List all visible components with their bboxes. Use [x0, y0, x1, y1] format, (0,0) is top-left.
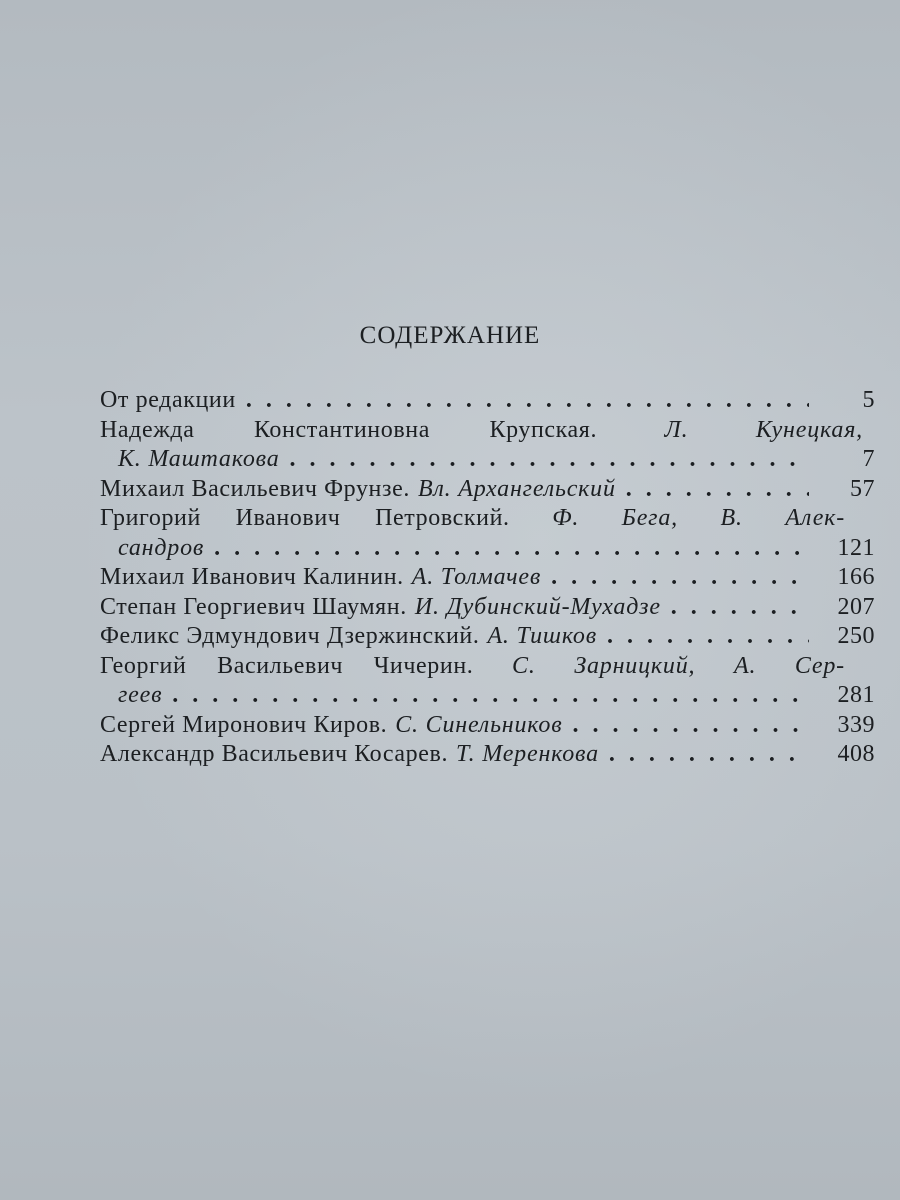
entry-title-word: Крупская. — [489, 416, 598, 443]
entry-author-word: С. — [512, 652, 536, 679]
toc-entry — [100, 475, 875, 505]
entry-title-word: Чичерин. — [373, 652, 474, 679]
entry-title: Феликс Эдмундович Дзержинский. — [100, 623, 480, 649]
toc-entry — [100, 593, 875, 623]
entry-author: сандров — [118, 534, 205, 561]
entry-author-word: Бега, — [621, 505, 678, 531]
entry-title: Сергей Миронович Киров. — [100, 711, 388, 738]
entry-author-word: А. — [733, 652, 757, 679]
entry-author: Т. Меренкова — [456, 741, 599, 767]
entry-author: А. Толмачев — [411, 564, 542, 590]
entry-author-word: Алек- — [785, 505, 845, 531]
page-number: 281 — [837, 682, 875, 708]
dot-leader — [626, 475, 809, 505]
entry-title-word: Иванович — [235, 505, 341, 531]
entry-title-word: Васильевич — [217, 652, 344, 679]
entry-author: геев — [118, 682, 163, 708]
dot-leader — [609, 740, 809, 770]
entry-title-word: Петровский. — [375, 505, 510, 531]
table-of-contents — [100, 386, 875, 770]
page-number: 207 — [837, 593, 875, 620]
page-number: 121 — [837, 534, 875, 561]
dot-leader — [551, 563, 809, 593]
page-number: 166 — [837, 564, 875, 590]
entry-title-word: Константиновна — [253, 416, 430, 443]
dot-leader — [607, 622, 809, 652]
toc-entry — [100, 740, 875, 770]
entry-title: Александр Васильевич Косарев. — [100, 741, 449, 767]
entry-author-word: Сер- — [794, 652, 845, 679]
entry-title: От редакции — [100, 387, 236, 413]
page-number: 250 — [837, 623, 875, 649]
entry-title-word: Григорий — [100, 505, 201, 531]
dot-leader — [246, 386, 809, 416]
toc-entry — [100, 416, 875, 475]
entry-title: Степан Георгиевич Шаумян. — [100, 593, 407, 620]
contents-heading: СОДЕРЖАНИЕ — [359, 322, 541, 349]
dot-leader — [572, 711, 809, 741]
entry-author-word: Кунецкая, — [755, 416, 863, 443]
toc-entry — [100, 563, 875, 593]
page-number: 5 — [862, 387, 875, 413]
entry-author: И. Дубинский-Мухадзе — [414, 593, 661, 620]
dot-leader — [290, 445, 810, 475]
dot-leader — [172, 681, 809, 711]
dot-leader — [671, 593, 809, 623]
page-number: 7 — [862, 446, 875, 472]
entry-author-word: Л. — [664, 416, 689, 443]
entry-author: Вл. Архангельский — [417, 475, 616, 502]
toc-entry — [100, 386, 875, 416]
entry-author: С. Синельников — [395, 711, 563, 738]
entry-title: Михаил Иванович Калинин. — [100, 564, 404, 590]
toc-entry — [100, 504, 875, 563]
entry-author: А. Тишков — [487, 623, 597, 649]
entry-author-word: Зарницкий, — [574, 652, 696, 679]
toc-entry — [100, 711, 875, 741]
entry-author-word: В. — [720, 505, 743, 531]
toc-entry — [100, 652, 875, 711]
toc-entry — [100, 622, 875, 652]
entry-title-word: Георгий — [100, 652, 187, 679]
page-number: 57 — [850, 475, 875, 502]
entry-author-word: Ф. — [552, 505, 580, 531]
entry-author: К. Маштакова — [118, 446, 280, 472]
entry-title: Михаил Васильевич Фрунзе. — [100, 475, 410, 502]
entry-title-word: Надежда — [100, 416, 195, 443]
page-number: 339 — [837, 711, 875, 738]
page-number: 408 — [837, 741, 875, 767]
dot-leader — [214, 534, 809, 564]
